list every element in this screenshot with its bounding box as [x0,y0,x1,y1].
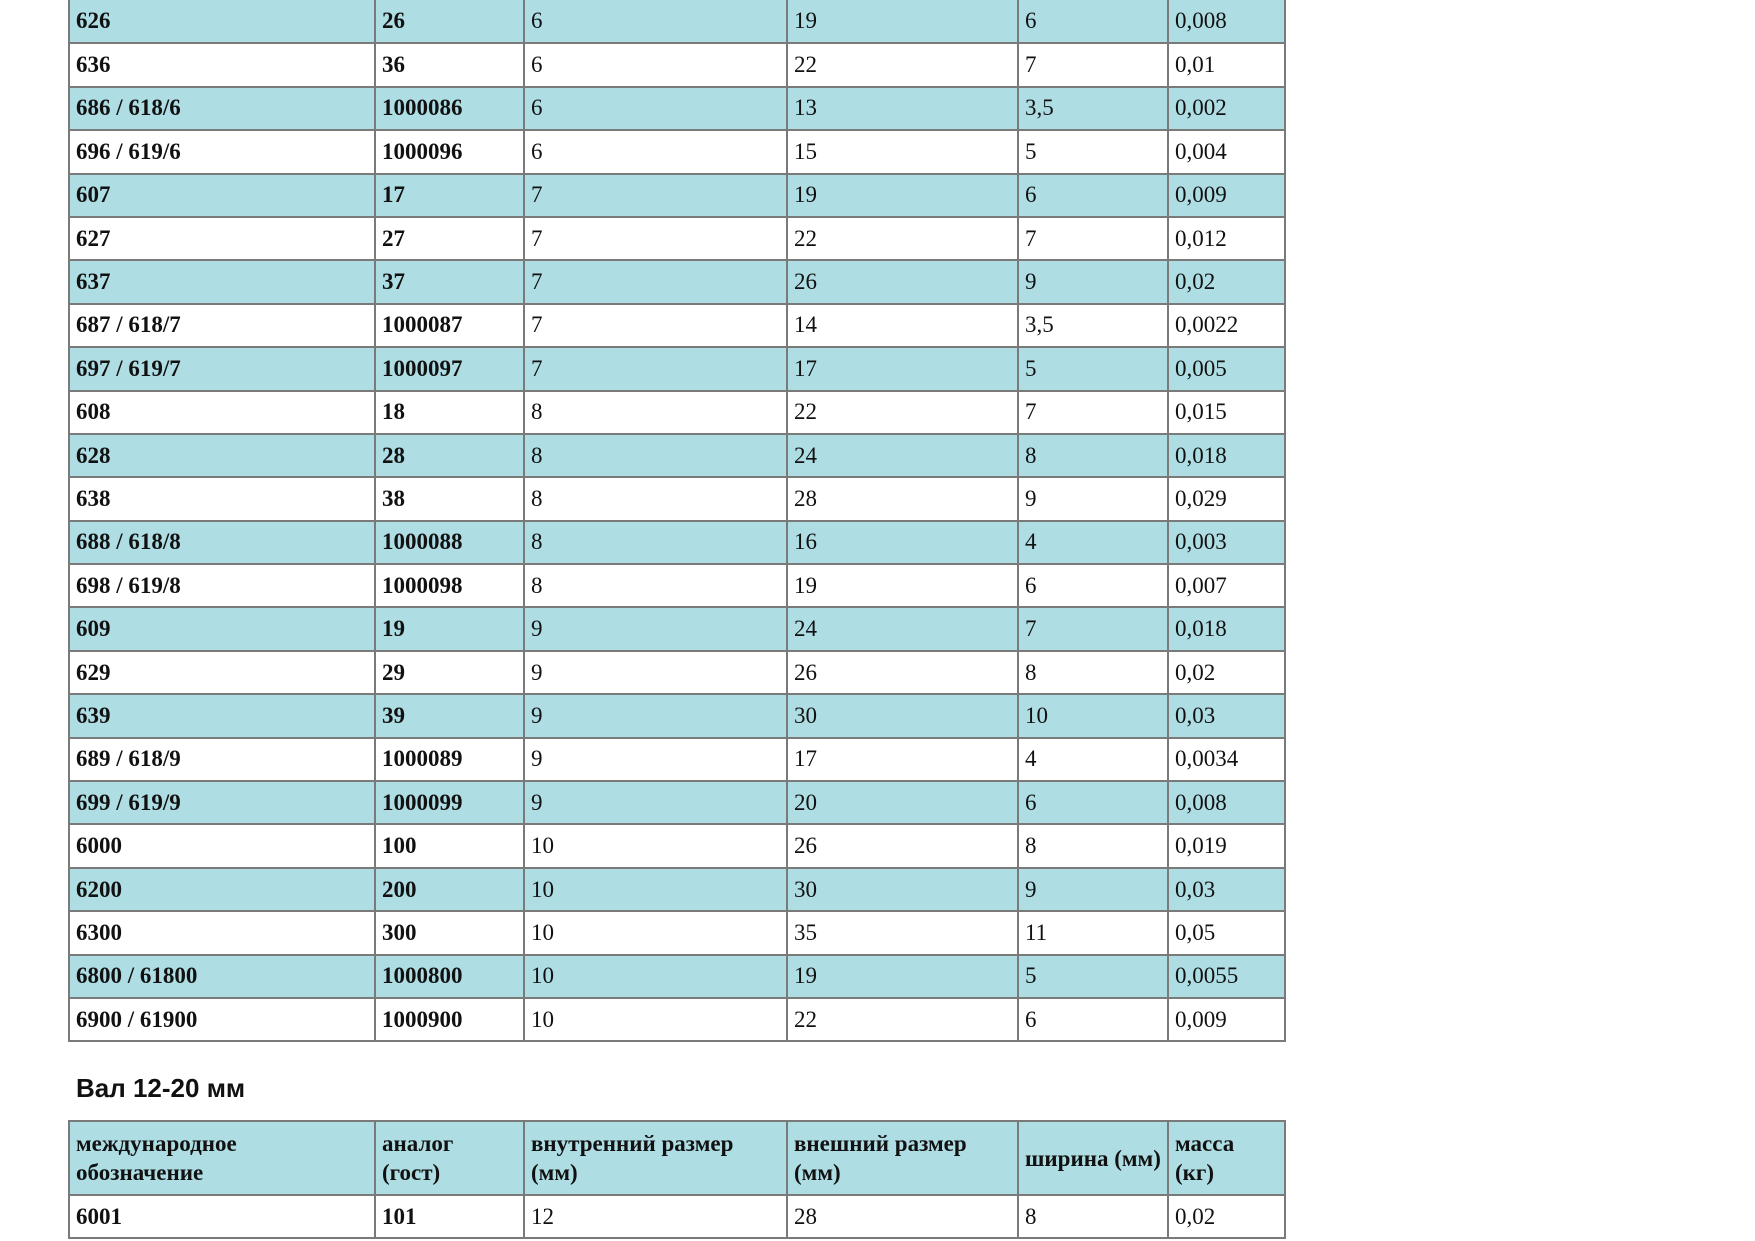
table-row [69,521,1285,564]
cell-width: 8 [1018,651,1168,694]
cell-inner-size: 10 [524,824,787,867]
cell-analog: 38 [375,477,524,520]
cell-mass: 0,03 [1168,868,1285,911]
cell-inner-size: 6 [524,43,787,86]
table-row [69,998,1285,1041]
cell-designation: 6000 [69,824,375,867]
cell-outer-size: 35 [787,911,1018,954]
cell-inner-size: 7 [524,347,787,390]
cell-mass: 0,002 [1168,87,1285,130]
cell-designation: 697 / 619/7 [69,347,375,390]
cell-width: 7 [1018,43,1168,86]
cell-mass: 0,0055 [1168,955,1285,998]
cell-analog: 1000099 [375,781,524,824]
table-header-row [69,1121,1285,1195]
cell-width: 5 [1018,955,1168,998]
header-width: ширина (мм) [1018,1121,1168,1195]
table-row [69,0,1285,43]
cell-width: 8 [1018,434,1168,477]
cell-outer-size: 14 [787,304,1018,347]
cell-analog: 1000800 [375,955,524,998]
cell-outer-size: 24 [787,434,1018,477]
cell-width: 6 [1018,998,1168,1041]
cell-outer-size: 24 [787,607,1018,650]
cell-width: 5 [1018,347,1168,390]
cell-outer-size: 16 [787,521,1018,564]
cell-designation: 608 [69,391,375,434]
cell-mass: 0,018 [1168,434,1285,477]
cell-width: 11 [1018,911,1168,954]
cell-width: 7 [1018,217,1168,260]
cell-mass: 0,018 [1168,607,1285,650]
cell-analog: 39 [375,694,524,737]
cell-width: 9 [1018,868,1168,911]
cell-designation: 636 [69,43,375,86]
cell-inner-size: 7 [524,174,787,217]
cell-outer-size: 26 [787,260,1018,303]
cell-outer-size: 28 [787,1195,1018,1238]
cell-mass: 0,019 [1168,824,1285,867]
cell-mass: 0,009 [1168,998,1285,1041]
cell-mass: 0,05 [1168,911,1285,954]
cell-width: 6 [1018,564,1168,607]
cell-width: 3,5 [1018,87,1168,130]
cell-designation: 688 / 618/8 [69,521,375,564]
table-row [69,347,1285,390]
table-row [69,260,1285,303]
bearing-table-12-20mm [68,1120,1286,1239]
cell-analog: 1000098 [375,564,524,607]
cell-inner-size: 6 [524,130,787,173]
cell-outer-size: 26 [787,824,1018,867]
cell-width: 9 [1018,477,1168,520]
cell-outer-size: 30 [787,694,1018,737]
cell-mass: 0,009 [1168,174,1285,217]
table-row [69,434,1285,477]
cell-analog: 28 [375,434,524,477]
cell-outer-size: 13 [787,87,1018,130]
cell-inner-size: 6 [524,87,787,130]
cell-designation: 687 / 618/7 [69,304,375,347]
table-row [69,1195,1285,1238]
header-outer-size: внешний размер (мм) [787,1121,1018,1195]
table-row [69,911,1285,954]
cell-inner-size: 8 [524,521,787,564]
cell-analog: 1000097 [375,347,524,390]
cell-inner-size: 10 [524,955,787,998]
cell-inner-size: 9 [524,781,787,824]
cell-inner-size: 7 [524,304,787,347]
header-mass: масса (кг) [1168,1121,1285,1195]
cell-outer-size: 22 [787,998,1018,1041]
cell-mass: 0,012 [1168,217,1285,260]
cell-mass: 0,02 [1168,260,1285,303]
cell-analog: 1000087 [375,304,524,347]
cell-analog: 27 [375,217,524,260]
cell-width: 7 [1018,607,1168,650]
cell-analog: 1000900 [375,998,524,1041]
cell-analog: 18 [375,391,524,434]
section-title: Вал 12-20 мм [76,1073,246,1103]
table-row [69,781,1285,824]
cell-designation: 628 [69,434,375,477]
cell-designation: 607 [69,174,375,217]
table-row [69,694,1285,737]
cell-width: 7 [1018,391,1168,434]
cell-mass: 0,008 [1168,0,1285,43]
cell-analog: 100 [375,824,524,867]
cell-outer-size: 15 [787,130,1018,173]
table-row [69,824,1285,867]
bearing-table-10mm [68,0,1286,1042]
cell-outer-size: 22 [787,43,1018,86]
header-inner-size: внутренний размер (мм) [524,1121,787,1195]
table-row [69,130,1285,173]
cell-outer-size: 19 [787,0,1018,43]
cell-analog: 37 [375,260,524,303]
cell-outer-size: 30 [787,868,1018,911]
cell-width: 8 [1018,1195,1168,1238]
cell-mass: 0,015 [1168,391,1285,434]
cell-analog: 300 [375,911,524,954]
cell-designation: 626 [69,0,375,43]
cell-inner-size: 7 [524,217,787,260]
cell-inner-size: 12 [524,1195,787,1238]
table-row [69,564,1285,607]
cell-analog: 1000086 [375,87,524,130]
cell-analog: 29 [375,651,524,694]
cell-outer-size: 20 [787,781,1018,824]
cell-mass: 0,007 [1168,564,1285,607]
header-international-designation: международное обозначение [69,1121,375,1195]
cell-width: 6 [1018,781,1168,824]
cell-inner-size: 9 [524,651,787,694]
cell-analog: 1000089 [375,738,524,781]
cell-outer-size: 17 [787,738,1018,781]
cell-width: 6 [1018,0,1168,43]
cell-inner-size: 7 [524,260,787,303]
cell-width: 8 [1018,824,1168,867]
cell-inner-size: 9 [524,738,787,781]
cell-analog: 1000096 [375,130,524,173]
cell-designation: 639 [69,694,375,737]
cell-outer-size: 19 [787,174,1018,217]
cell-analog: 36 [375,43,524,86]
cell-inner-size: 10 [524,868,787,911]
table-row [69,304,1285,347]
cell-mass: 0,02 [1168,651,1285,694]
cell-designation: 6900 / 61900 [69,998,375,1041]
cell-designation: 638 [69,477,375,520]
cell-mass: 0,01 [1168,43,1285,86]
cell-analog: 200 [375,868,524,911]
cell-width: 10 [1018,694,1168,737]
cell-designation: 698 / 619/8 [69,564,375,607]
cell-outer-size: 26 [787,651,1018,694]
table-row [69,174,1285,217]
cell-width: 3,5 [1018,304,1168,347]
bearing-table-body [69,1121,1285,1238]
cell-outer-size: 19 [787,955,1018,998]
cell-width: 9 [1018,260,1168,303]
cell-inner-size: 8 [524,477,787,520]
cell-outer-size: 22 [787,217,1018,260]
cell-designation: 696 / 619/6 [69,130,375,173]
cell-inner-size: 9 [524,694,787,737]
cell-designation: 629 [69,651,375,694]
cell-outer-size: 28 [787,477,1018,520]
bearing-table-body [69,0,1285,1041]
cell-mass: 0,029 [1168,477,1285,520]
table-row [69,391,1285,434]
cell-inner-size: 6 [524,0,787,43]
cell-designation: 6200 [69,868,375,911]
cell-analog: 17 [375,174,524,217]
cell-mass: 0,008 [1168,781,1285,824]
cell-designation: 6300 [69,911,375,954]
table-row [69,43,1285,86]
table-row [69,217,1285,260]
cell-outer-size: 22 [787,391,1018,434]
cell-designation: 6001 [69,1195,375,1238]
cell-analog: 26 [375,0,524,43]
cell-inner-size: 8 [524,391,787,434]
cell-inner-size: 10 [524,998,787,1041]
cell-width: 6 [1018,174,1168,217]
cell-inner-size: 8 [524,564,787,607]
cell-mass: 0,0022 [1168,304,1285,347]
cell-inner-size: 8 [524,434,787,477]
cell-outer-size: 19 [787,564,1018,607]
header-gost-analog: аналог (гост) [375,1121,524,1195]
cell-designation: 699 / 619/9 [69,781,375,824]
cell-designation: 689 / 618/9 [69,738,375,781]
table-row [69,607,1285,650]
cell-analog: 1000088 [375,521,524,564]
table-row [69,87,1285,130]
cell-mass: 0,0034 [1168,738,1285,781]
cell-designation: 609 [69,607,375,650]
table-row [69,955,1285,998]
cell-mass: 0,02 [1168,1195,1285,1238]
cell-width: 5 [1018,130,1168,173]
cell-designation: 6800 / 61800 [69,955,375,998]
cell-inner-size: 9 [524,607,787,650]
table-row [69,651,1285,694]
cell-designation: 627 [69,217,375,260]
cell-width: 4 [1018,738,1168,781]
cell-outer-size: 17 [787,347,1018,390]
cell-mass: 0,004 [1168,130,1285,173]
cell-width: 4 [1018,521,1168,564]
cell-inner-size: 10 [524,911,787,954]
table-row [69,868,1285,911]
cell-mass: 0,003 [1168,521,1285,564]
cell-analog: 19 [375,607,524,650]
cell-mass: 0,005 [1168,347,1285,390]
cell-designation: 686 / 618/6 [69,87,375,130]
table-row [69,477,1285,520]
table-row [69,738,1285,781]
cell-analog: 101 [375,1195,524,1238]
cell-mass: 0,03 [1168,694,1285,737]
cell-designation: 637 [69,260,375,303]
